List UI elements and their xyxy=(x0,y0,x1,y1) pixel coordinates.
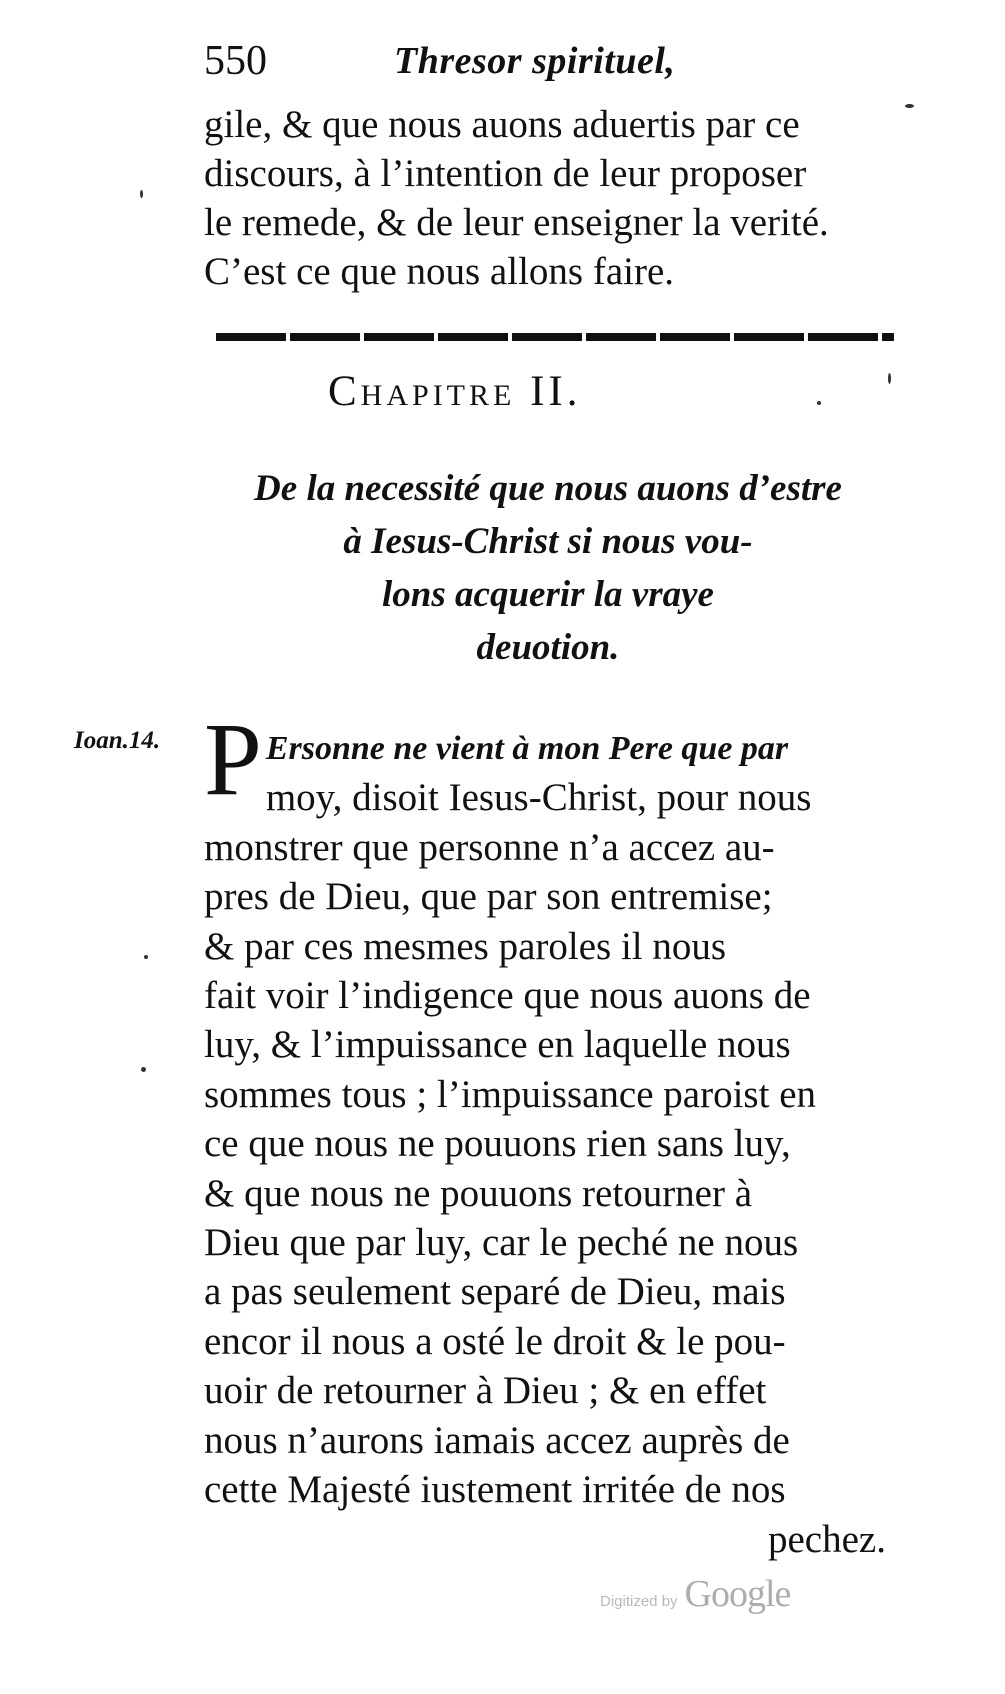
text-line: pres de Dieu, que par son entremise; xyxy=(204,875,773,919)
chapter-title-line: lons acquerir la vraye xyxy=(382,574,714,615)
text-line: cette Majesté iustement irritée de nos xyxy=(204,1468,786,1512)
continued-paragraph xyxy=(204,100,894,296)
text-line: monstrer que personne n’a accez au- xyxy=(204,825,775,869)
opening-line: Ersonne ne vient à mon Pere que par xyxy=(265,730,789,767)
text-line: Dieu que par luy, car le peché ne nous xyxy=(204,1221,799,1265)
text-line: uoir de retourner à Dieu ; & en effet xyxy=(204,1369,767,1413)
section-divider-rule xyxy=(216,333,894,341)
chapter-title xyxy=(198,462,898,674)
ink-speck xyxy=(905,104,914,108)
text-line: C’est ce que nous allons faire. xyxy=(204,250,675,293)
text-line: fait voir l’indigence que nous auons de xyxy=(204,974,811,1018)
ink-speck xyxy=(141,1067,146,1072)
running-title: Thresor spirituel, xyxy=(394,40,676,82)
text-line: gile, & que nous auons aduertis par ce xyxy=(204,103,800,146)
text-line: ce que nous ne pouuons rien sans luy, xyxy=(204,1122,791,1166)
ink-speck xyxy=(140,190,143,198)
ink-speck xyxy=(888,373,891,384)
text-line: luy, & l’impuissance en laquelle nous xyxy=(204,1023,791,1067)
text-line: moy, disoit Iesus-Christ, pour nous xyxy=(265,776,812,820)
chapter-heading: Chapitre II. xyxy=(328,368,582,415)
drop-cap: P xyxy=(204,702,262,817)
catchword: pechez. xyxy=(768,1517,886,1561)
ink-speck xyxy=(817,401,821,405)
chapter-body xyxy=(204,702,894,1564)
text-line: discours, à l’intention de leur proposer xyxy=(204,152,807,195)
digitized-watermark xyxy=(600,1572,790,1616)
chapter-title-line: à Iesus-Christ si nous vou- xyxy=(343,521,753,562)
text-line: le remede, & de leur enseigner la verité. xyxy=(204,201,829,244)
page-header xyxy=(204,34,724,88)
ink-speck xyxy=(144,955,148,959)
text-line: sommes tous ; l’impuissance paroist en xyxy=(204,1072,817,1116)
google-logo: Google xyxy=(684,1573,791,1615)
watermark-prefix: Digitized by xyxy=(600,1593,678,1610)
text-line: & que nous ne pouuons retourner à xyxy=(204,1171,753,1215)
page-number: 550 xyxy=(204,38,267,84)
text-line: & par ces mesmes paroles il nous xyxy=(204,924,727,968)
text-line: nous n’aurons iamais accez auprès de xyxy=(204,1418,790,1462)
chapter-title-line: deuotion. xyxy=(476,627,620,668)
text-line: a pas seulement separé de Dieu, mais xyxy=(204,1270,786,1314)
text-line: encor il nous a osté le droit & le pou- xyxy=(204,1319,786,1363)
margin-reference: Ioan.14. xyxy=(74,727,161,754)
chapter-title-line: De la necessité que nous auons d’estre xyxy=(254,468,842,509)
